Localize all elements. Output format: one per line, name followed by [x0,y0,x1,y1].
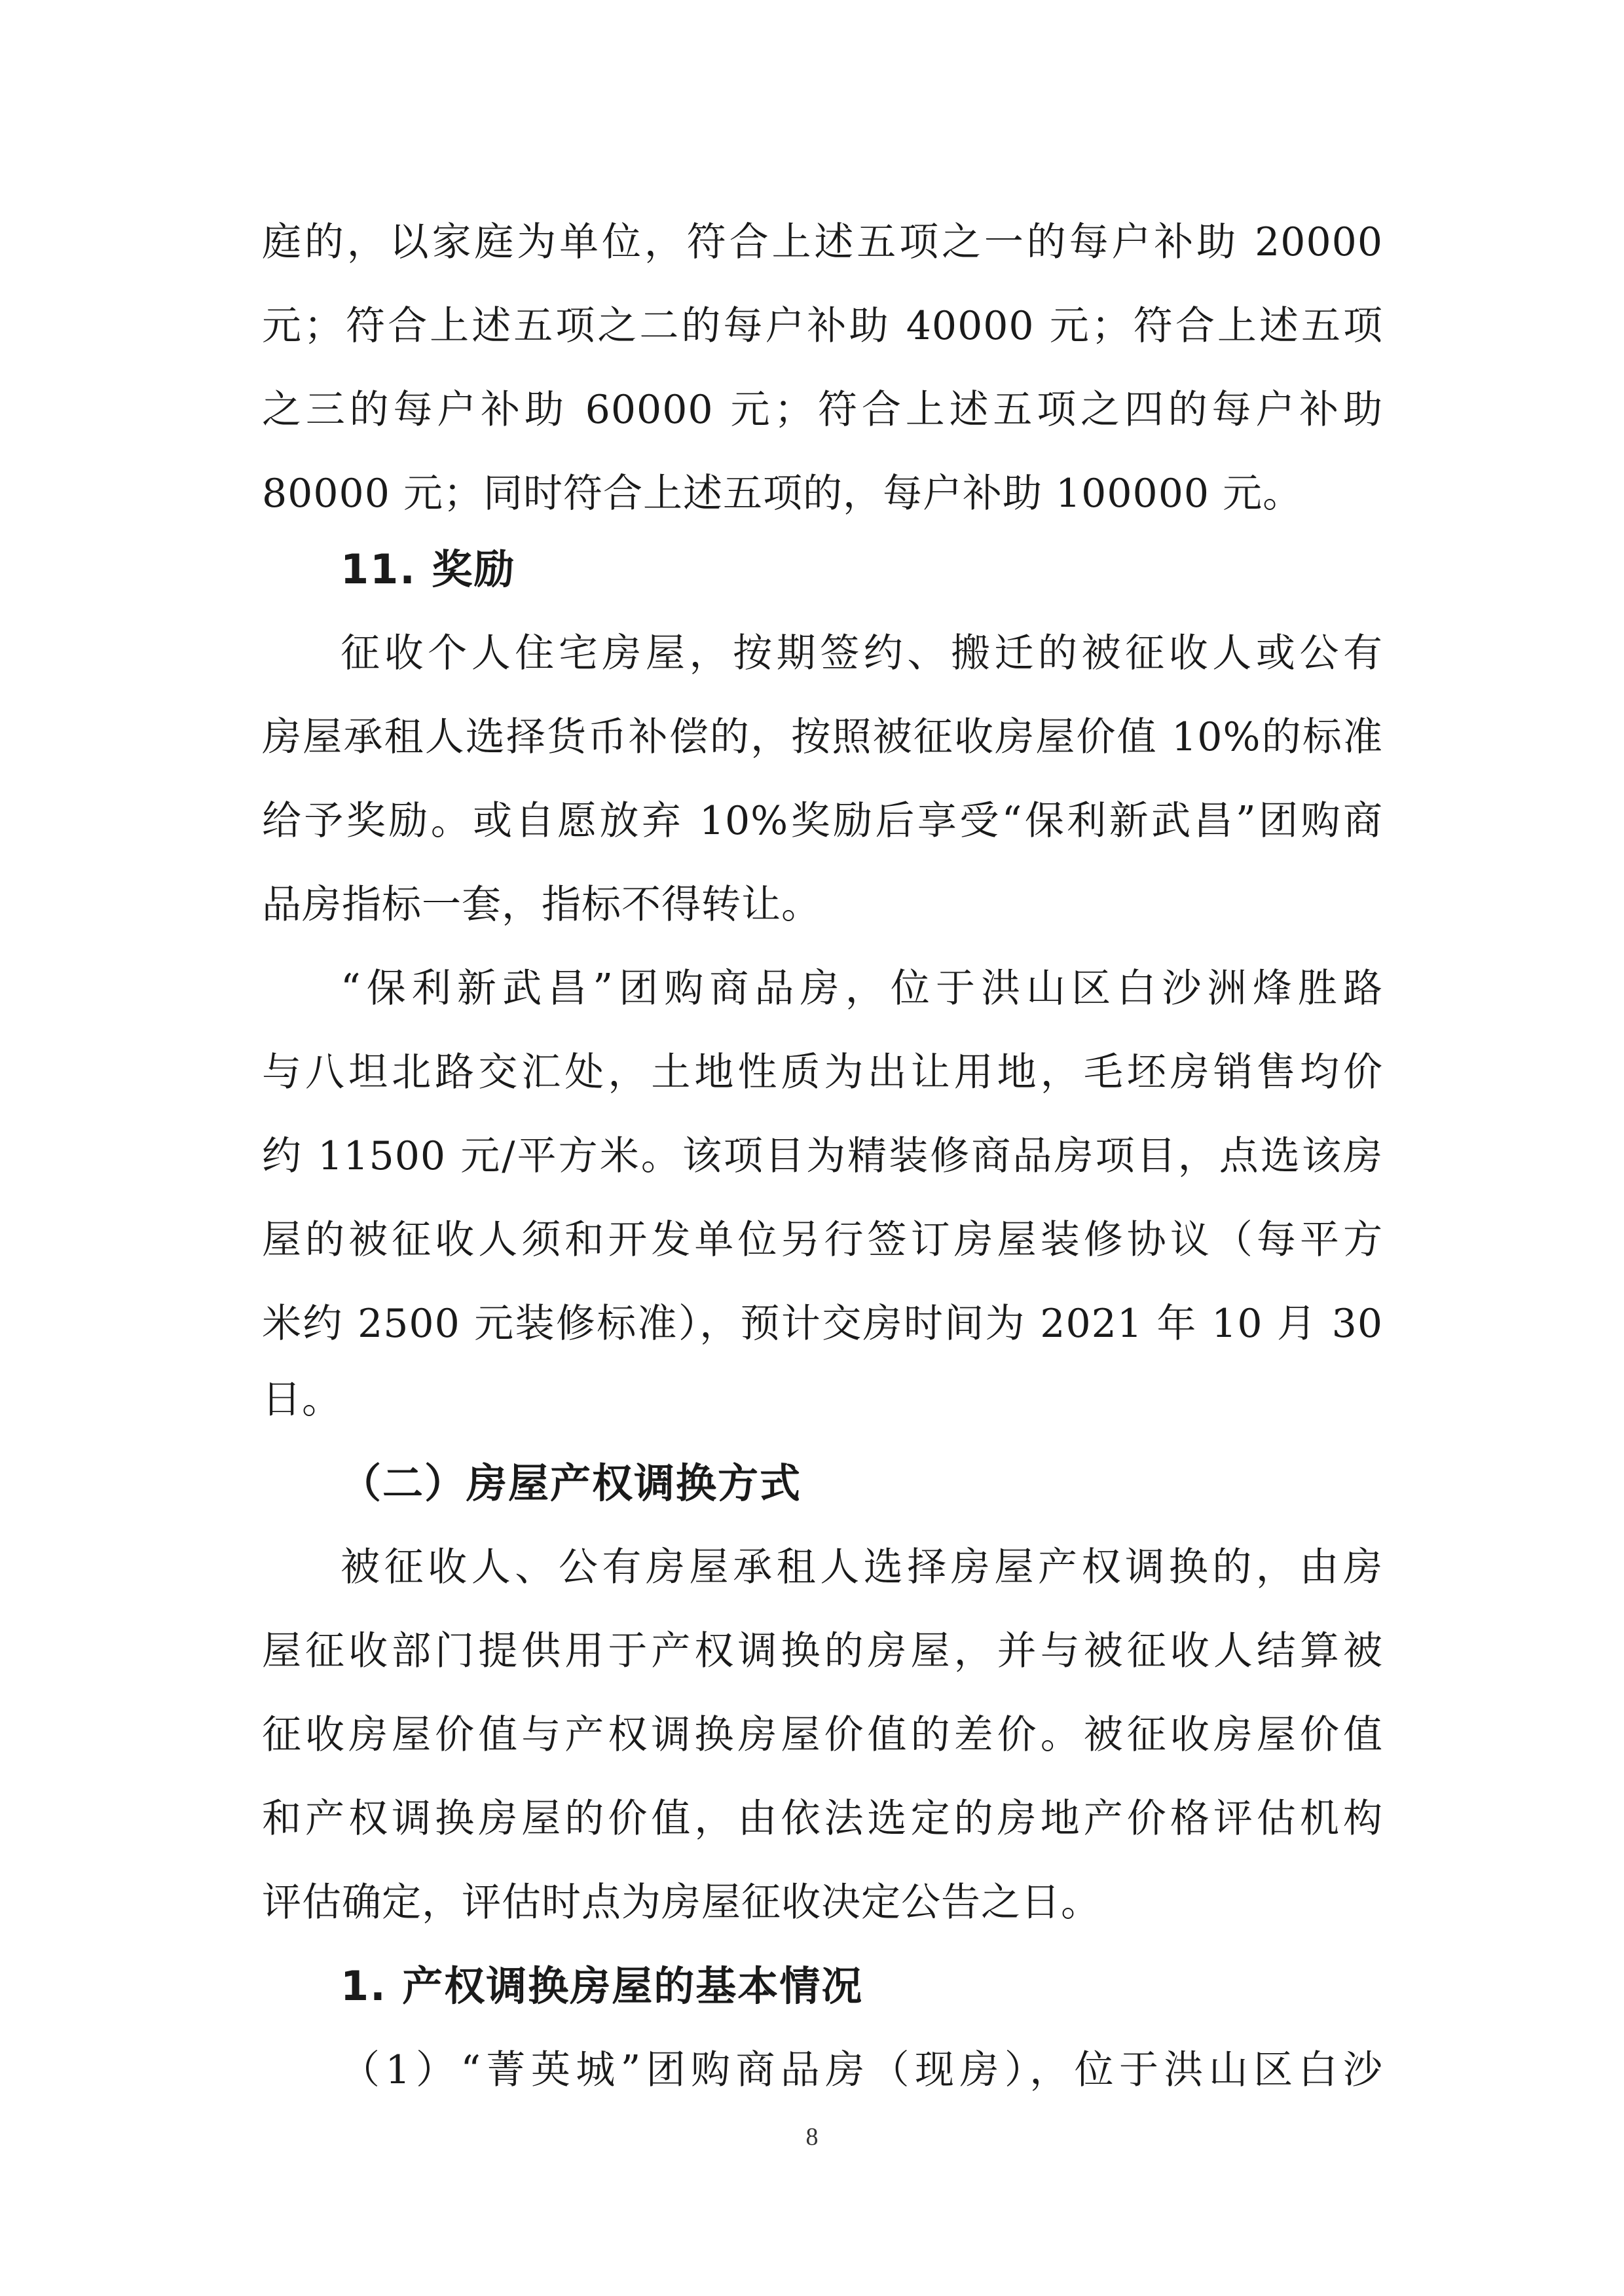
paragraph-line: 屋征收部门提供用于产权调换的房屋，并与被征收人结算被 [262,1628,1383,1674]
paragraph-line: 与八坦北路交汇处，土地性质为出让用地，毛坯房销售均价 [262,1049,1383,1095]
paragraph-line: 给予奖励。或自愿放弃 10%奖励后享受“保利新武昌”团购商 [262,798,1383,844]
paragraph-line: 80000 元；同时符合上述五项的，每户补助 100000 元。 [262,471,1303,517]
paragraph-line: “保利新武昌”团购商品房，位于洪山区白沙洲烽胜路 [341,966,1383,1011]
section-heading-reward: 11. 奖励 [341,545,516,593]
paragraph-line: 庭的，以家庭为单位，符合上述五项之一的每户补助 20000 [262,219,1383,265]
paragraph-line: 约 11500 元/平方米。该项目为精装修商品房项目，点选该房 [262,1133,1383,1179]
paragraph-line: 房屋承租人选择货币补偿的，按照被征收房屋价值 10%的标准 [262,714,1383,760]
page-number: 8 [805,2123,819,2151]
section-heading-property-exchange: （二）房屋产权调换方式 [341,1459,802,1507]
subsection-heading-basic-info: 1. 产权调换房屋的基本情况 [341,1962,864,2010]
paragraph-line: 元；符合上述五项之二的每户补助 40000 元；符合上述五项 [262,303,1383,349]
paragraph-line: 征收房屋价值与产权调换房屋价值的差价。被征收房屋价值 [262,1712,1383,1758]
paragraph-line: 屋的被征收人须和开发单位另行签订房屋装修协议（每平方 [262,1217,1383,1263]
paragraph-line: 品房指标一套，指标不得转让。 [262,882,821,928]
paragraph-line: 评估确定，评估时点为房屋征收决定公告之日。 [262,1880,1101,1925]
paragraph-line: 之三的每户补助 60000 元；符合上述五项之四的每户补助 [262,387,1383,433]
paragraph-line: 和产权调换房屋的价值，由依法选定的房地产价格评估机构 [262,1796,1383,1842]
paragraph-line: 征收个人住宅房屋，按期签约、搬迁的被征收人或公有 [341,630,1383,676]
paragraph-line: 米约 2500 元装修标准），预计交房时间为 2021 年 10 月 30 [262,1301,1383,1347]
paragraph-line: 日。 [262,1377,342,1423]
paragraph-line: 被征收人、公有房屋承租人选择房屋产权调换的，由房 [341,1544,1383,1590]
paragraph-line: （1）“菁英城”团购商品房（现房），位于洪山区白沙 [341,2047,1383,2093]
